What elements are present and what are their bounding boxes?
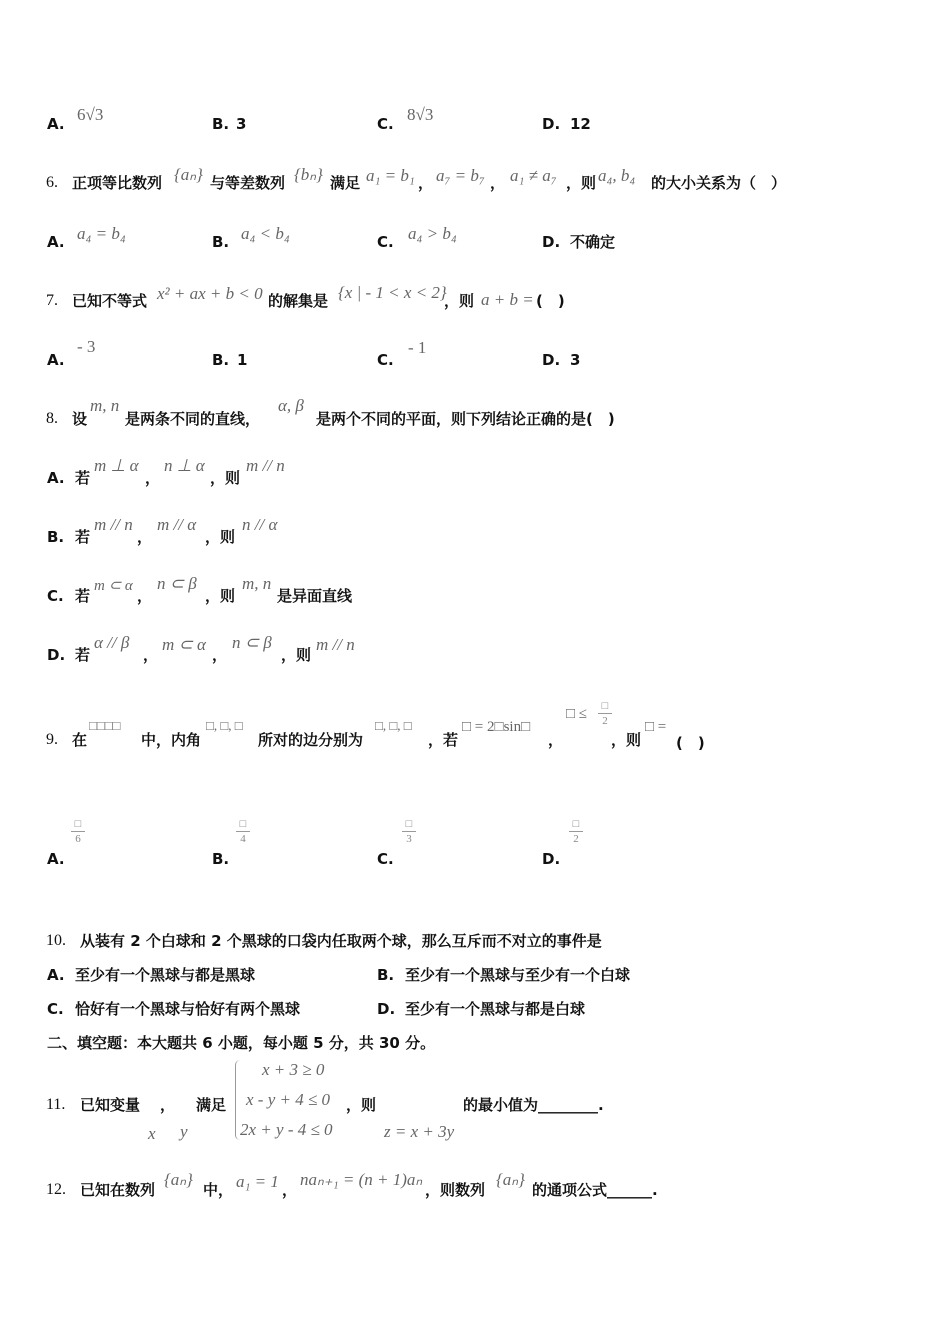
q10-option-c-value: 恰好有一个黑球与恰好有两个黑球 — [75, 1000, 301, 1018]
q10-option-b-label: B. — [377, 966, 395, 984]
q10-option-a-label: A. — [47, 966, 65, 984]
q8-option-b-label: B. — [47, 528, 65, 546]
q9-paren: ( ) — [676, 734, 705, 752]
q6-option-d-label: D. — [542, 233, 561, 251]
q12-comma: ， — [282, 1181, 298, 1199]
q10-text: 从装有 2 个白球和 2 个黑球的口袋内任取两个球，那么互斥而不对立的事件是 — [80, 932, 602, 950]
q6-text: 与等差数列 — [210, 174, 286, 192]
q6-option-a-value: a₄ = b₄ — [77, 224, 126, 243]
q8-option-comma: ， — [137, 587, 153, 605]
fraction-denominator: 4 — [240, 833, 246, 845]
q8-option-a-label: A. — [47, 469, 65, 487]
q8-option-comma: ， — [145, 469, 161, 487]
q7-math: {x | - 1 < x < 2} — [338, 283, 447, 302]
q6-math: {bₙ} — [294, 165, 323, 184]
q8-option-text: 若 — [75, 469, 91, 487]
fraction-numerator: □ — [74, 818, 82, 830]
q7-paren: ( ) — [536, 292, 565, 310]
q10-option-a-value: 至少有一个黑球与都是黑球 — [75, 966, 256, 984]
q12-text: 中， — [203, 1181, 234, 1199]
q7-option-b-label: B. — [212, 351, 230, 369]
q5-option-c-value: 8√3 — [407, 105, 434, 124]
q8-option-text: ，则 — [205, 587, 236, 605]
q8-option-math: m // n — [94, 515, 133, 534]
q8-option-math: n ⊂ β — [157, 574, 197, 593]
q11-constraint: x - y + 4 ≤ 0 — [246, 1090, 331, 1109]
q10-option-d-value: 至少有一个黑球与都是白球 — [405, 1000, 586, 1018]
q8-option-math: n ⊂ β — [232, 633, 272, 652]
q7-number: 7. — [46, 292, 58, 309]
q7-option-a-label: A. — [47, 351, 65, 369]
q6-comma: ， — [418, 174, 434, 192]
q5-option-c-label: C. — [377, 115, 394, 133]
q8-option-math: m // n — [246, 456, 285, 475]
q8-option-math: m // α — [157, 515, 197, 534]
q5-option-a-value: 6√3 — [77, 105, 104, 124]
q8-text: 是两个不同的平面，则下列结论正确的是( ) — [316, 410, 615, 428]
q8-option-math: m // n — [316, 635, 355, 654]
q6-comma: ， — [490, 174, 506, 192]
q9-math: □ = 2□sin□ — [462, 719, 531, 735]
q10-number: 10. — [46, 932, 66, 949]
q8-option-text: 若 — [75, 646, 91, 664]
q11-number: 11. — [46, 1096, 66, 1113]
q10-option-d-label: D. — [377, 1000, 396, 1018]
q9-math: □ ≤ — [566, 706, 588, 722]
q6-text: 的大小关系为（ ） — [651, 174, 787, 192]
q8-option-text: ，则 — [281, 646, 312, 664]
q11-text: 满足 — [196, 1096, 227, 1114]
q7-text: ，则 — [444, 292, 475, 310]
q8-math: α, β — [278, 396, 304, 415]
q8-option-math: n // α — [242, 515, 278, 534]
q12-math: naₙ₊₁ = (n + 1)aₙ — [300, 1170, 423, 1189]
q9-option-c-label: C. — [377, 850, 394, 868]
q12-text: 的通项公式______. — [532, 1181, 658, 1199]
q9-option-d-fraction — [569, 818, 583, 845]
q7-option-c-label: C. — [377, 351, 394, 369]
q8-option-math: m ⊂ α — [162, 635, 206, 654]
q8-option-comma: ， — [137, 528, 153, 546]
q8-option-math: m, n — [242, 574, 272, 593]
q6-math: {aₙ} — [174, 165, 203, 184]
q11-var-y: y — [180, 1122, 188, 1141]
q8-math: m, n — [90, 396, 120, 415]
q11-constraint: x + 3 ≥ 0 — [262, 1060, 325, 1079]
fraction-numerator: □ — [405, 818, 413, 830]
q12-math: a₁ = 1 — [236, 1172, 279, 1191]
q9-comma: ， — [548, 731, 564, 749]
q7-math: x² + ax + b < 0 — [157, 284, 263, 303]
q11-objective: z = x + 3y — [384, 1122, 455, 1141]
q8-option-math: m ⊂ α — [94, 578, 133, 594]
q9-math: □, □, □ — [206, 718, 243, 733]
q6-option-b-value: a₄ < b₄ — [241, 224, 290, 243]
q8-option-math: m ⊥ α — [94, 456, 139, 475]
q12-number: 12. — [46, 1181, 66, 1198]
q11-text: 的最小值为________. — [463, 1096, 604, 1114]
q9-text: ，若 — [428, 731, 459, 749]
q11-text: ，则 — [346, 1096, 377, 1114]
q7-text: 已知不等式 — [72, 292, 148, 310]
q8-text: 是两条不同的直线， — [125, 410, 261, 428]
q8-option-d-label: D. — [47, 646, 66, 664]
q8-option-text: 是异面直线 — [277, 587, 353, 605]
q8-number: 8. — [46, 410, 58, 427]
q9-math: □ = — [645, 719, 667, 735]
q7-option-b-value: 1 — [237, 351, 248, 369]
q9-option-c-fraction — [402, 818, 416, 845]
q6-text: 满足 — [330, 174, 361, 192]
q5-option-a-label: A. — [47, 115, 65, 133]
q6-math: a₁ ≠ a₇ — [510, 166, 557, 185]
q9-option-d-label: D. — [542, 850, 561, 868]
q6-text: ，则 — [566, 174, 597, 192]
q12-text: ，则数列 — [425, 1181, 486, 1199]
q9-fraction-numerator: □ — [601, 700, 609, 712]
q6-option-d-value: 不确定 — [570, 233, 616, 251]
q8-option-text: ，则 — [205, 528, 236, 546]
fraction-denominator: 2 — [573, 833, 579, 845]
q9-math: □□□□ — [89, 718, 121, 733]
q10-option-c-label: C. — [47, 1000, 64, 1018]
q7-math: a + b = — [481, 290, 534, 309]
section-heading-fill-in: 二、填空题：本大题共 6 小题，每小题 5 分，共 30 分。 — [47, 1034, 436, 1052]
q9-text: 在 — [72, 731, 88, 749]
q7-option-c-value: - 1 — [408, 338, 427, 357]
q7-text: 的解集是 — [268, 292, 329, 310]
q9-fraction-denominator: 2 — [602, 715, 608, 727]
q11-var-x: x — [148, 1124, 156, 1143]
q7-option-d-value: 3 — [570, 351, 581, 369]
q9-number: 9. — [46, 731, 58, 748]
q6-text: 正项等比数列 — [72, 174, 163, 192]
q8-option-math: α // β — [94, 633, 130, 652]
fraction-numerator: □ — [239, 818, 247, 830]
q8-option-text: 若 — [75, 528, 91, 546]
q6-math: a₁ = b₁ — [366, 166, 415, 185]
q5-option-b-value: 3 — [236, 115, 247, 133]
q12-math: {aₙ} — [496, 1170, 525, 1189]
q5-option-d-value: 12 — [570, 115, 591, 133]
q9-option-b-fraction — [236, 818, 250, 845]
q12-math: {aₙ} — [164, 1170, 193, 1189]
q9-option-b-label: B. — [212, 850, 230, 868]
q6-math: a₄, b₄ — [598, 166, 636, 185]
q8-option-text: ，则 — [210, 469, 241, 487]
q7-option-d-label: D. — [542, 351, 561, 369]
q9-option-a-label: A. — [47, 850, 65, 868]
q6-option-a-label: A. — [47, 233, 65, 251]
q8-option-text: 若 — [75, 587, 91, 605]
q9-math: □, □, □ — [375, 718, 412, 733]
q9-text: 中，内角 — [141, 731, 202, 749]
q7-option-a-value: - 3 — [77, 337, 96, 356]
q10-option-b-value: 至少有一个黑球与至少有一个白球 — [405, 966, 631, 984]
q11-text: 已知变量 — [80, 1096, 141, 1114]
q8-option-comma: ， — [212, 646, 228, 664]
q8-option-comma: ， — [143, 646, 159, 664]
q6-math: a₇ = b₇ — [436, 166, 485, 185]
q11-constraint: 2x + y - 4 ≤ 0 — [240, 1120, 333, 1139]
q5-option-d-label: D. — [542, 115, 561, 133]
q9-text: ，则 — [611, 731, 642, 749]
q9-text: 所对的边分别为 — [258, 731, 364, 749]
q8-option-c-label: C. — [47, 587, 64, 605]
fraction-numerator: □ — [572, 818, 580, 830]
q11-comma: ， — [160, 1096, 176, 1114]
q12-text: 已知在数列 — [80, 1181, 156, 1199]
q9-option-a-fraction — [71, 818, 85, 845]
q6-option-c-label: C. — [377, 233, 394, 251]
q8-option-math: n ⊥ α — [164, 456, 205, 475]
fraction-denominator: 6 — [75, 833, 81, 845]
q6-number: 6. — [46, 174, 58, 191]
q6-option-b-label: B. — [212, 233, 230, 251]
q5-option-b-label: B. — [212, 115, 230, 133]
q9-fraction — [598, 700, 612, 727]
q8-text: 设 — [72, 410, 88, 428]
q6-option-c-value: a₄ > b₄ — [408, 224, 457, 243]
fraction-denominator: 3 — [406, 833, 412, 845]
